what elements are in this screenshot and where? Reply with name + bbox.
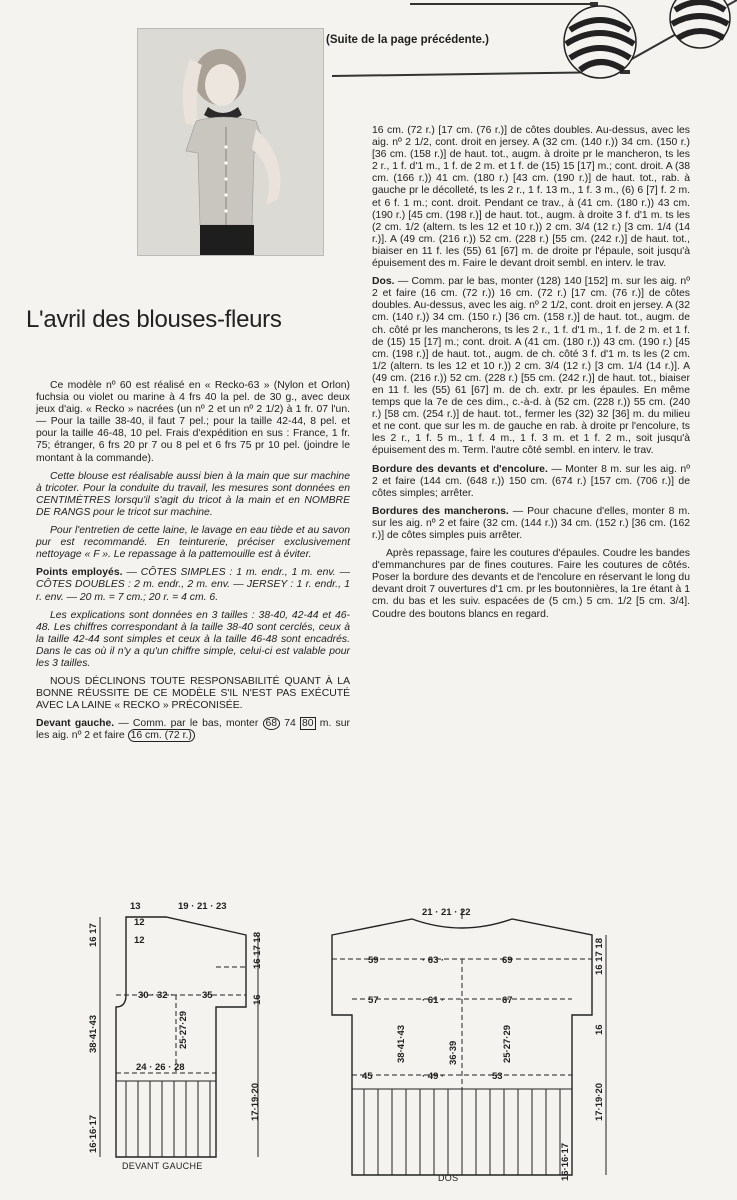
left-front-continued: 16 cm. (72 r.) [17 cm. (76 r.)] de côtes doubles. Au-dessus, avec les aig. nº 2 1/2, cont. droit en jersey. A (32 cm. (140 r.)) 34 cm. (150 r.) [36 cm. (158 r.)] de haut. tot., augm. à droite pr le mancheron, ts les 2 r., 1 f. d'1 m., 1 f. de 2 m. et 1 f. de (15) 15 [17] m.; cont. droit. A (38 cm. (166 r.)) 41 cm. (180 r.) [43 cm. (190 r.)] de haut. tot., rab. à gauche pr le décolleté, ts les 2 r., 1 f. 13 m., 1 f. 3 m., (6) 6 [7] f. 2 m. et 6 f. 1 m.; cont. droit. Pendant ce trav., à (41 cm. (180 r.)) 43 cm. (190 r.) [45 cm. (198 r.)] de haut. tot., augm. à droite 3 f. d'1 m. ts les (2 cm. 1/2 (altern. ts les 12 et 10 r.)) 2 cm. 3/4 (12 r.) [3 cm. 1/4 (14 r.)]. A (49 cm. (216 r.)) 52 cm. (228 r.) [55 cm. (242 r.)] de haut. tot., biaiser en 11 f. les (55) 61 [67] m. de droite pr l'épaule, soit jusqu'à épuisement des m. Faire le devant droit sembl. en interv. le trav. bbox=[372, 125, 690, 270]
model-photo bbox=[137, 28, 324, 256]
svg-text:30 · 32 ·: 30 · 32 · bbox=[138, 990, 174, 1001]
svg-text:16 17: 16 17 bbox=[88, 923, 99, 947]
svg-text:16 17 18: 16 17 18 bbox=[594, 938, 605, 975]
sleeve-band-body: — Pour chacune d'elles, monter 8 m. sur les aig. nº 2 et faire (32 cm. (144 r.)) 34 cm. (152 r.) [36 cm. (162 r.)] de côtes simples puis arrêter. bbox=[372, 505, 690, 541]
svg-text:19 · 21 · 23: 19 · 21 · 23 bbox=[178, 901, 227, 912]
model-figure-illustration bbox=[138, 29, 323, 255]
left-front-text-a: — Comm. par le bas, monter bbox=[114, 718, 263, 730]
finishing-paragraph: Après repassage, faire les coutures d'épaules. Coudre les bandes d'emmanchures par de fines coutures. Faire les coutures de côtés. Poser la bordure des devants et de l'encolure en réservant le long du devant droit 7 ouvertures d'1 cm. pr les boutonnières, la 1re étant à 1 cm. du bas et les suiv. espacées de (5 cm.) 5 cm. 1/2 [5 cm. 3/4]. Coudre des boutons blancs en regard. bbox=[372, 548, 690, 620]
svg-text:35: 35 bbox=[202, 990, 213, 1001]
left-column bbox=[36, 380, 350, 749]
svg-text:21 · 21 · 22: 21 · 21 · 22 bbox=[422, 907, 471, 918]
svg-text:17·19·20: 17·19·20 bbox=[250, 1082, 261, 1121]
svg-text:· 63 ·: · 63 · bbox=[422, 955, 445, 966]
right-column bbox=[372, 125, 690, 627]
intro-paragraph: Ce modèle nº 60 est réalisé en « Recko-63 » (Nylon et Orlon) fuchsia ou violet ou marine à 4 frs 40 la pel. de 30 g., avec deux jeux d'aig. « Recko » nacrées (un nº 2 et un nº 2 1/2) à 1 fr. 07 l'un. — Pour la taille 38-40, il faut 7 pel.; pour la taille 42-44, 8 pel. et pour la taille 46-48, 10 pel. Frais d'expédition en sus : France, 1 fr. 75; étranger, 6 frs 20 pr 7 ou 8 pel et 6 frs 75 pr 10 pel. (joindre le montant à la commande). bbox=[36, 380, 350, 464]
stitches-heading: Points employés. bbox=[36, 567, 123, 579]
svg-text:12: 12 bbox=[134, 917, 145, 928]
article-title: L'avril des blouses-fleurs bbox=[26, 306, 282, 333]
svg-text:12: 12 bbox=[134, 935, 145, 946]
size-boxed: 80 bbox=[302, 718, 314, 730]
svg-text:24 · 26 · 28: 24 · 26 · 28 bbox=[136, 1062, 185, 1073]
svg-text:25·27·29: 25·27·29 bbox=[502, 1024, 513, 1063]
svg-text:16·16·17: 16·16·17 bbox=[560, 1142, 571, 1181]
svg-text:45: 45 bbox=[362, 1071, 373, 1082]
svg-text:38·41·43: 38·41·43 bbox=[396, 1024, 407, 1063]
continued-note: (Suite de la page précédente.) bbox=[326, 34, 489, 46]
svg-text:16: 16 bbox=[252, 994, 263, 1005]
svg-text:16·16·17: 16·16·17 bbox=[88, 1114, 99, 1153]
svg-text:· 61 ·: · 61 · bbox=[422, 995, 445, 1006]
svg-text:16 17 18: 16 17 18 bbox=[252, 932, 263, 969]
svg-text:53: 53 bbox=[492, 1071, 503, 1082]
svg-text:13: 13 bbox=[130, 901, 141, 912]
svg-text:· 49 ·: · 49 · bbox=[422, 1071, 445, 1082]
svg-text:57: 57 bbox=[368, 995, 379, 1006]
back-paragraph bbox=[372, 276, 690, 457]
back-body: — Comm. par le bas, monter (128) 140 [152] m. sur les aig. nº 2 et faire (16 cm. (72 r.)) 16 cm. (72 r.) [17 cm. (76 r.)] de côtes doubles. Au-dessus, avec les aig. nº 2 1/2, cont. droit en jersey. A (32 cm. (140 r.)) 34 cm. (150 r.) [36 cm. (158 r.)] de haut. tot., augm. de ch. côté pr les mancherons, ts les 2 r., 1 f. d'1 m., 1 f. de 2 m. et 1 f. de (15) 15 [17] m.; cont. droit. A (41 cm. (180 r.)) 43 cm. (190 r.) [45 cm. (198 r.)] de haut. tot., augm. de ch. côté 3 f. d'1 m. ts les (2 cm. 1/2 (altern. ts les 12 et 10 r.)) 2 cm. 3/4 (12 r.) [3 cm. 1/4 (14 r.)]. A (49 cm. (216 r.)) 52 cm. (228 r.) [55 cm. (242 r.)] de haut. tot., biaiser en 11 f. les (55) 61 [67] m. de ch. extr. pr les épaules. En même temps que la 7e de ces dim., c.-à-d. à (52 cm. (228 r.)) 55 cm. (240 r.) [58 cm. (254 r.)] de haut. tot., fermer les (32) 32 [36] m. du milieu et ne cont. que sur les m. de gauche en rab. à droite pr l'encolure, ts les 2 r., 1 f. 5 m., 1 f. 4 m., 1 f. 3 m. et 1 f. 2 m., soit jusqu'à épuisement des m. Term. l'autre côté sembl. en interv. le trav. bbox=[372, 276, 690, 457]
stitches-body: — CÔTES SIMPLES : 1 m. endr., 1 m. env. — CÔTES DOUBLES : 2 m. endr., 2 m. env. — JERSEY : 1 r. endr., 1 r. env. — 20 m. = 7 cm.; 20 r. = 4 cm. 6. bbox=[36, 567, 350, 603]
band-paragraph bbox=[372, 464, 690, 500]
svg-text:69: 69 bbox=[502, 955, 513, 966]
left-front-diagram bbox=[86, 895, 276, 1175]
sleeve-band-paragraph bbox=[372, 506, 690, 542]
svg-text:16: 16 bbox=[594, 1024, 605, 1035]
left-front-heading: Devant gauche. bbox=[36, 718, 115, 730]
svg-text:17·19·20: 17·19·20 bbox=[594, 1082, 605, 1121]
size-circled: 68 bbox=[263, 717, 281, 730]
sleeve-band-heading: Bordures des mancherons. bbox=[372, 505, 509, 517]
back-diagram-caption: DOS bbox=[438, 1173, 459, 1183]
size-plain: 74 bbox=[280, 718, 301, 730]
band-heading: Bordure des devants et d'encolure. bbox=[372, 463, 548, 475]
back-heading: Dos. bbox=[372, 276, 395, 288]
back-diagram bbox=[322, 905, 612, 1185]
machine-paragraph: Cette blouse est réalisable aussi bien à la main que sur machine à tricoter. Pour la conduite du travail, les mesures sont données en CENTIMÈTRES lorsqu'il s'agit du tricot à la main et en NOMBRE DE RANGS pour le tricot sur machine. bbox=[36, 470, 350, 518]
band-body: — Monter 8 m. sur les aig. nº 2 et faire (144 cm. (648 r.)) 150 cm. (674 r.) [157 cm. (706 r.)] de côtes simples; arrêter. bbox=[372, 463, 690, 499]
care-paragraph: Pour l'entretien de cette laine, le lavage en eau tiède et au savon pur est recommandé. En teinturerie, préciser exclusivement nettoyage « F ». Le repassage à la pattemouille est à éviter. bbox=[36, 525, 350, 561]
svg-text:36·39: 36·39 bbox=[448, 1040, 459, 1065]
size-circled-cm: 16 cm. (72 r.) bbox=[128, 729, 195, 742]
svg-text:67: 67 bbox=[502, 995, 513, 1006]
disclaimer-paragraph: NOUS DÉCLINONS TOUTE RESPONSABILITÉ QUANT À LA BONNE RÉUSSITE DE CE MODÈLE S'IL N'EST PAS EXÉCUTÉ AVEC LA LAINE « RECKO » PRÉCONISÉE. bbox=[36, 676, 350, 712]
svg-text:59: 59 bbox=[368, 955, 379, 966]
yarn-illustration bbox=[330, 0, 737, 90]
sizes-paragraph: Les explications sont données en 3 tailles : 38-40, 42-44 et 46-48. Les chiffres correspondant à la taille 38-40 sont cerclés, ceux à la taille 42-44 sont simples et ceux à la taille 46-48 sont encadrés. Dans le cas où il n'y a qu'un chiffre simple, celui-ci est valable pour les 3 tailles. bbox=[36, 609, 350, 669]
left-front-text-b: m. sur les aig. nº 2 et faire bbox=[36, 718, 350, 742]
svg-text:38·41·43: 38·41·43 bbox=[88, 1014, 99, 1053]
stitches-paragraph bbox=[36, 567, 350, 603]
back-diagram-measure-labels bbox=[362, 907, 605, 1181]
left-diagram-caption: DEVANT GAUCHE bbox=[122, 1161, 203, 1171]
left-front-paragraph bbox=[36, 718, 350, 742]
svg-text:25·27·29: 25·27·29 bbox=[178, 1010, 189, 1049]
